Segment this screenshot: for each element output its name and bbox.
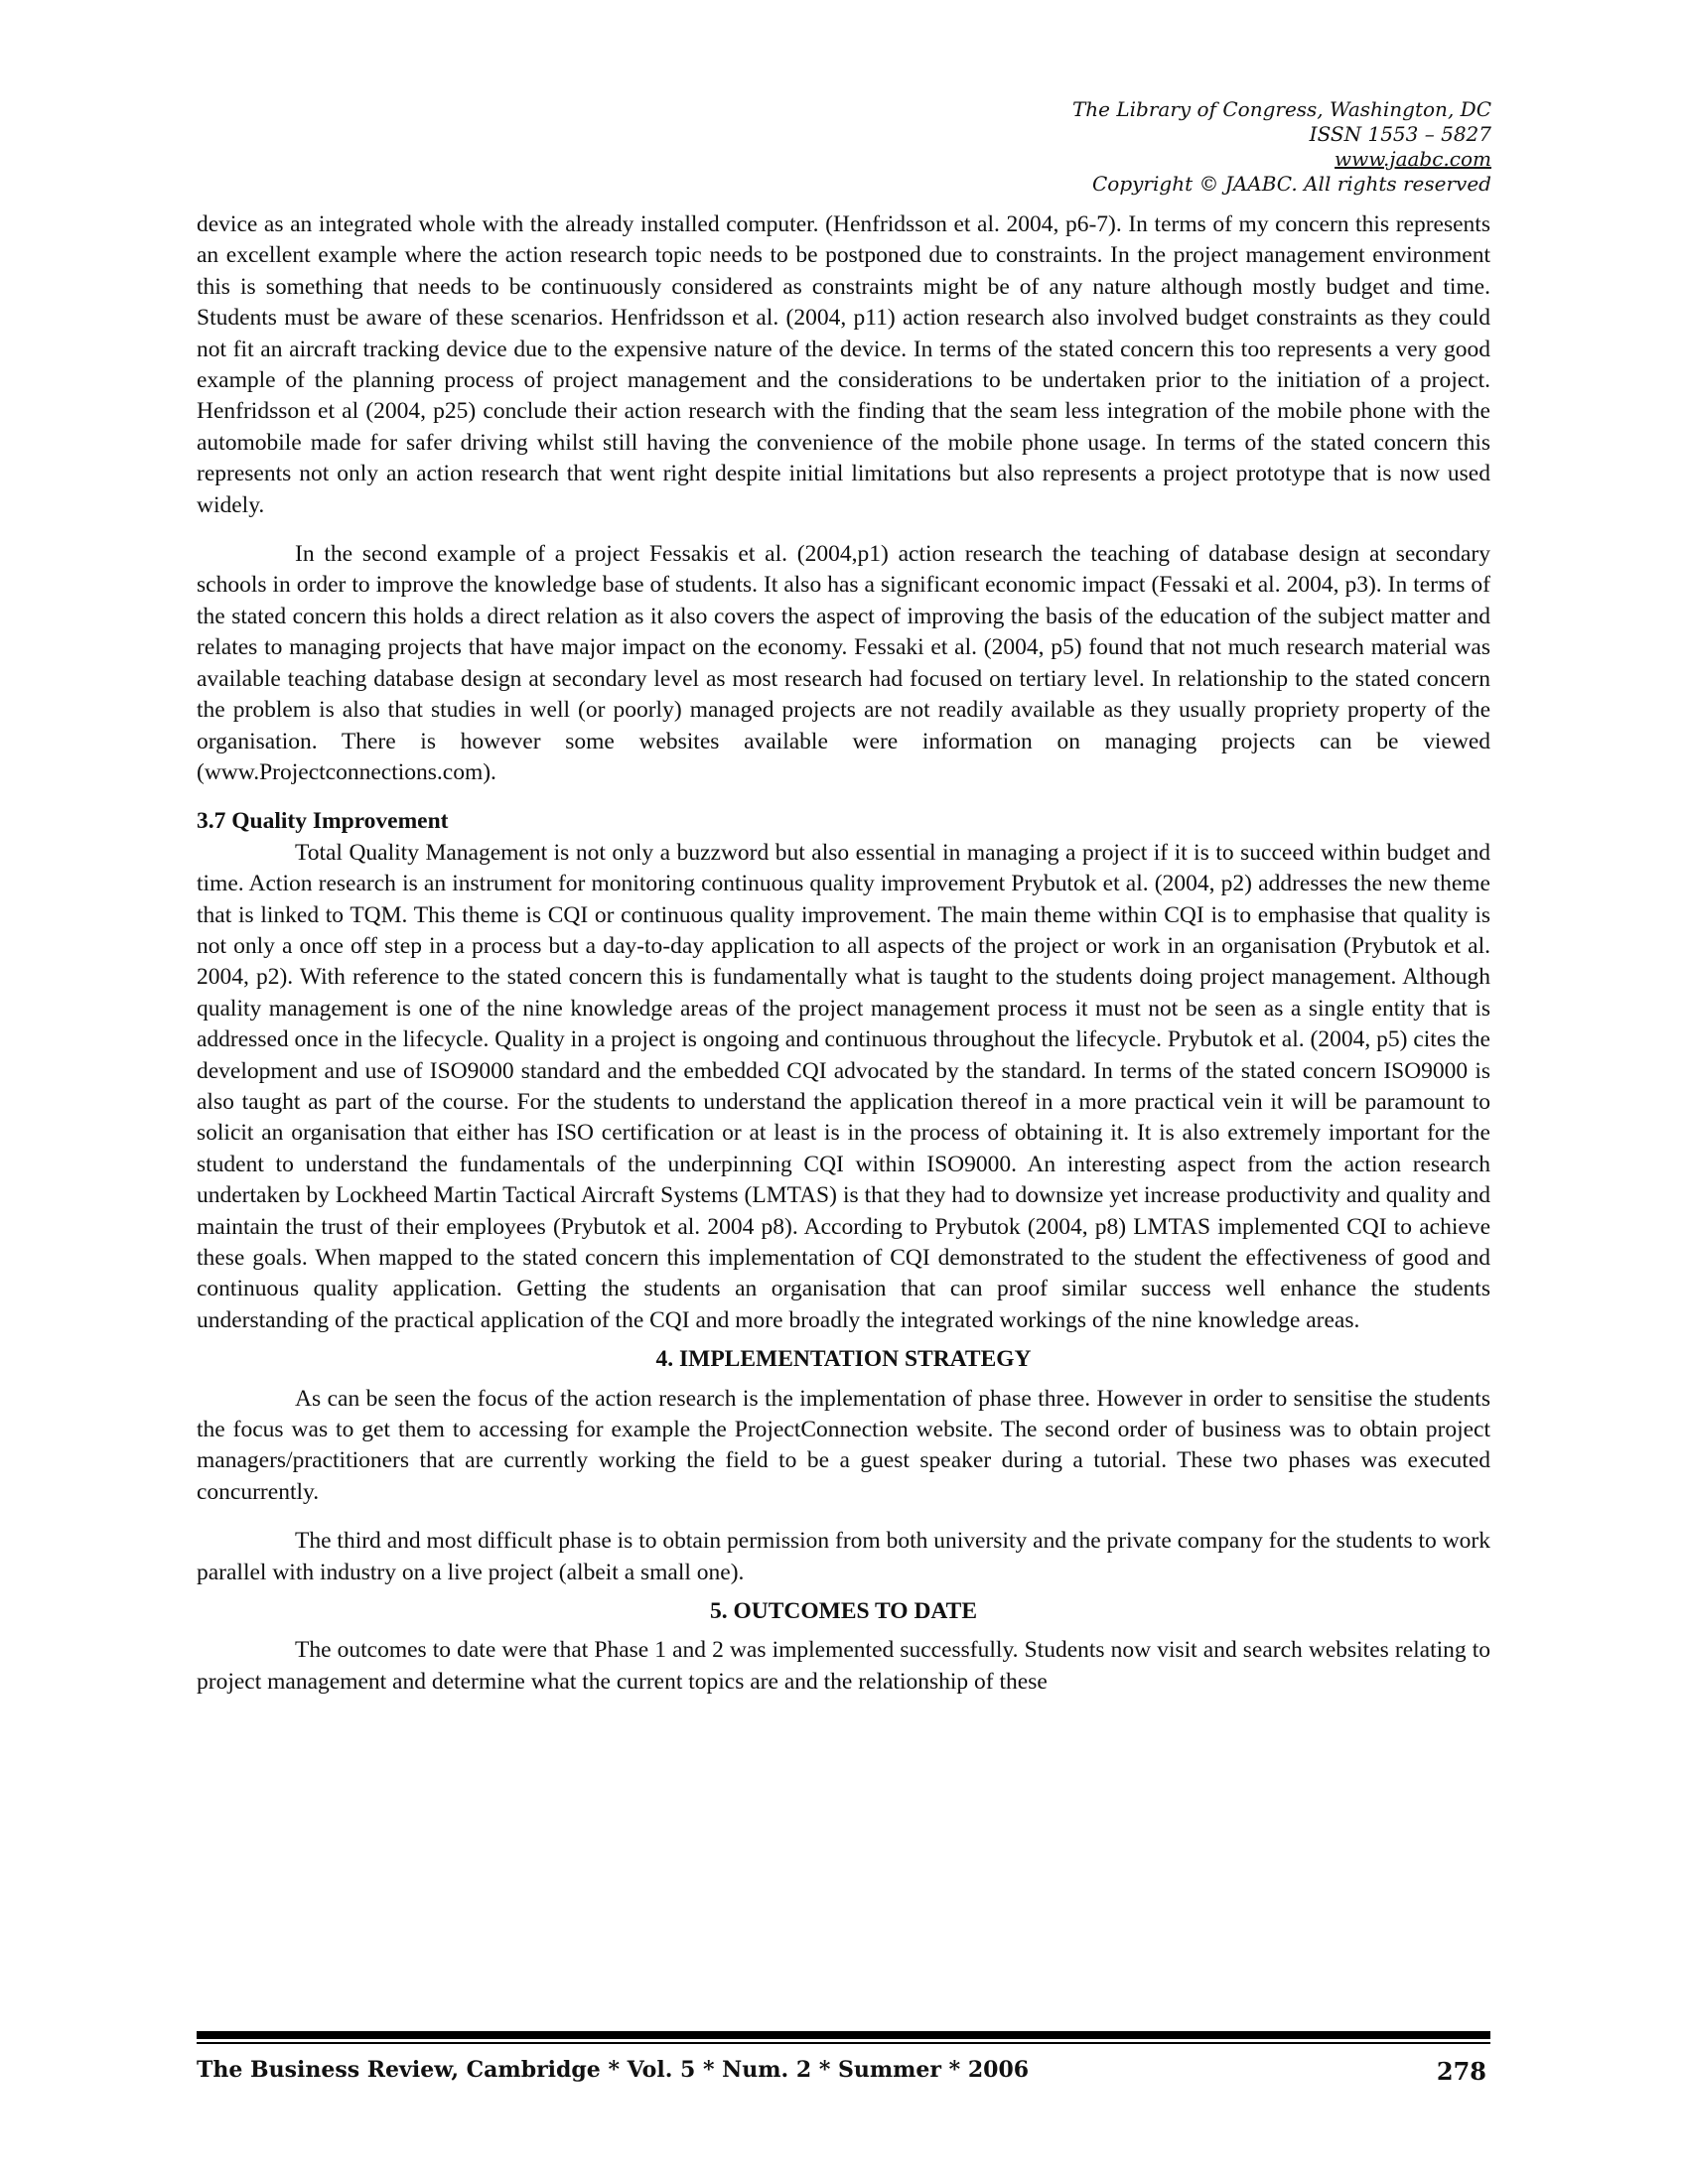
paragraph-fessakis-example: In the second example of a project Fessakis et al. (2004,p1) action research the teaching of database design at secondary schools in order to improve the knowledge base of students. It also has a significant economic impact (Fessaki et al. 2004, p3). In terms of the stated concern this holds a direct relation as it also covers the aspect of improving the basis of the education of the subject matter and relates to managing projects that have major impact on the economy. Fessaki et al. (2004, p5) found that not much research material was available teaching database design at secondary level as most research had focused on tertiary level. In relationship to the stated concern the problem is also that studies in well (or poorly) managed projects are not readily available as they usually propriety property of the organisation. There is however some websites available were information on managing projects can be viewed (www.Projectconnections.com). [197, 541, 1490, 785]
paragraph-third-phase: The third and most difficult phase is to obtain permission from both university and the private company for the students to work parallel with industry on a live project (albeit a small one). [197, 1528, 1490, 1585]
paragraph-implementation-strategy: As can be seen the focus of the action research is the implementation of phase three. However in order to sensitise the students the focus was to get them to accessing for example the ProjectConnection website. The second order of business was to obtain project managers/practitioners that are currently working the field to be a guest speaker during a tutorial. These two phases was executed concurrently. [197, 1385, 1490, 1505]
section-4-heading: 4. IMPLEMENTATION STRATEGY [655, 1346, 1032, 1373]
journal-header [1072, 97, 1491, 197]
section-5-heading: 5. OUTCOMES TO DATE [710, 1598, 977, 1625]
section-3-7-heading: 3.7 Quality Improvement [197, 808, 449, 835]
article-body [197, 209, 1490, 1698]
paragraph-quality-improvement: Total Quality Management is not only a buzzword but also essential in managing a project if it is to succeed within budget and time. Action research is an instrument for monitoring continuous quality improvement Prybutok et al. (2004, p2) addresses the new theme that is linked to TQM. This theme is CQI or continuous quality improvement. The main theme within CQI is to emphasise that quality is not only a once off step in a process but a day-to-day application to all aspects of the project or work in an organisation (Prybutok et al. 2004, p2). With reference to the stated concern this is fundamentally what is taught to the students doing project management. Although quality management is one of the nine knowledge areas of the project management process it must not be seen as a single entity that is addressed once in the lifecycle. Quality in a project is ongoing and continuous throughout the lifecycle. Prybutok et al. (2004, p5) cites the development and use of ISO9000 standard and the embedded CQI advocated by the standard. In terms of the stated concern ISO9000 is also taught as part of the course. For the students to understand the application thereof in a more practical vein it will be paramount to solicit an organisation that either has ISO certification or at least is in the process of obtaining it. It is also extremely important for the student to understand the fundamentals of the underpinning CQI within ISO9000. An interesting aspect from the action research undertaken by Lockheed Martin Tactical Aircraft Systems (LMTAS) is that they had to downsize yet increase productivity and quality and maintain the trust of their employees (Prybutok et al. 2004 p8). According to Prybutok (2004, p8) LMTAS implemented CQI to achieve these goals. When mapped to the stated concern this implementation of CQI demonstrated to the student the effectiveness of good and continuous quality application. Getting the students an organisation that can proof similar success well enhance the students understanding of the practical application of the CQI and more broadly the integrated workings of the nine knowledge areas. [197, 839, 1490, 1333]
header-issn-line: ISSN 1553 – 5827 [1309, 122, 1491, 146]
paragraph-henfridsson-continued: device as an integrated whole with the already installed computer. (Henfridsson et al. 2004, p6-7). In terms of my concern this represents an excellent example where the action research topic needs to be postponed due to constraints. In the project management environment this is something that needs to be continuously considered as constraints might be of any nature although mostly budget and time. Students must be aware of these scenarios. Henfridsson et al. (2004, p11) action research also involved budget constraints as they could not fit an aircraft tracking device due to the expensive nature of the device. In terms of the stated concern this too represents a very good example of the planning process of project management and the considerations to be undertaken prior to the initiation of a project. Henfridsson et al (2004, p25) conclude their action research with the finding that the seam less integration of the mobile phone with the automobile made for safer driving whilst still having the convenience of the mobile phone usage. In terms of the stated concern this represents not only an action research that went right despite initial limitations but also represents a project prototype that is now used widely. [197, 211, 1490, 518]
paragraph-outcomes: The outcomes to date were that Phase 1 and 2 was implemented successfully. Students now visit and search websites relating to project management and determine what the current topics are and the relationship of these [197, 1637, 1490, 1695]
footer-rule-thick [197, 2031, 1490, 2039]
header-website-link[interactable]: www.jaabc.com [1335, 147, 1491, 171]
header-library-line: The Library of Congress, Washington, DC [1071, 97, 1491, 121]
page-number: 278 [1436, 2057, 1486, 2086]
header-copyright-line: Copyright © JAABC. All rights reserved [1091, 172, 1491, 196]
footer-rule-thin [197, 2042, 1490, 2044]
footer-journal-citation: The Business Review, Cambridge * Vol. 5 * Num. 2 * Summer * 2006 [197, 2057, 1030, 2083]
